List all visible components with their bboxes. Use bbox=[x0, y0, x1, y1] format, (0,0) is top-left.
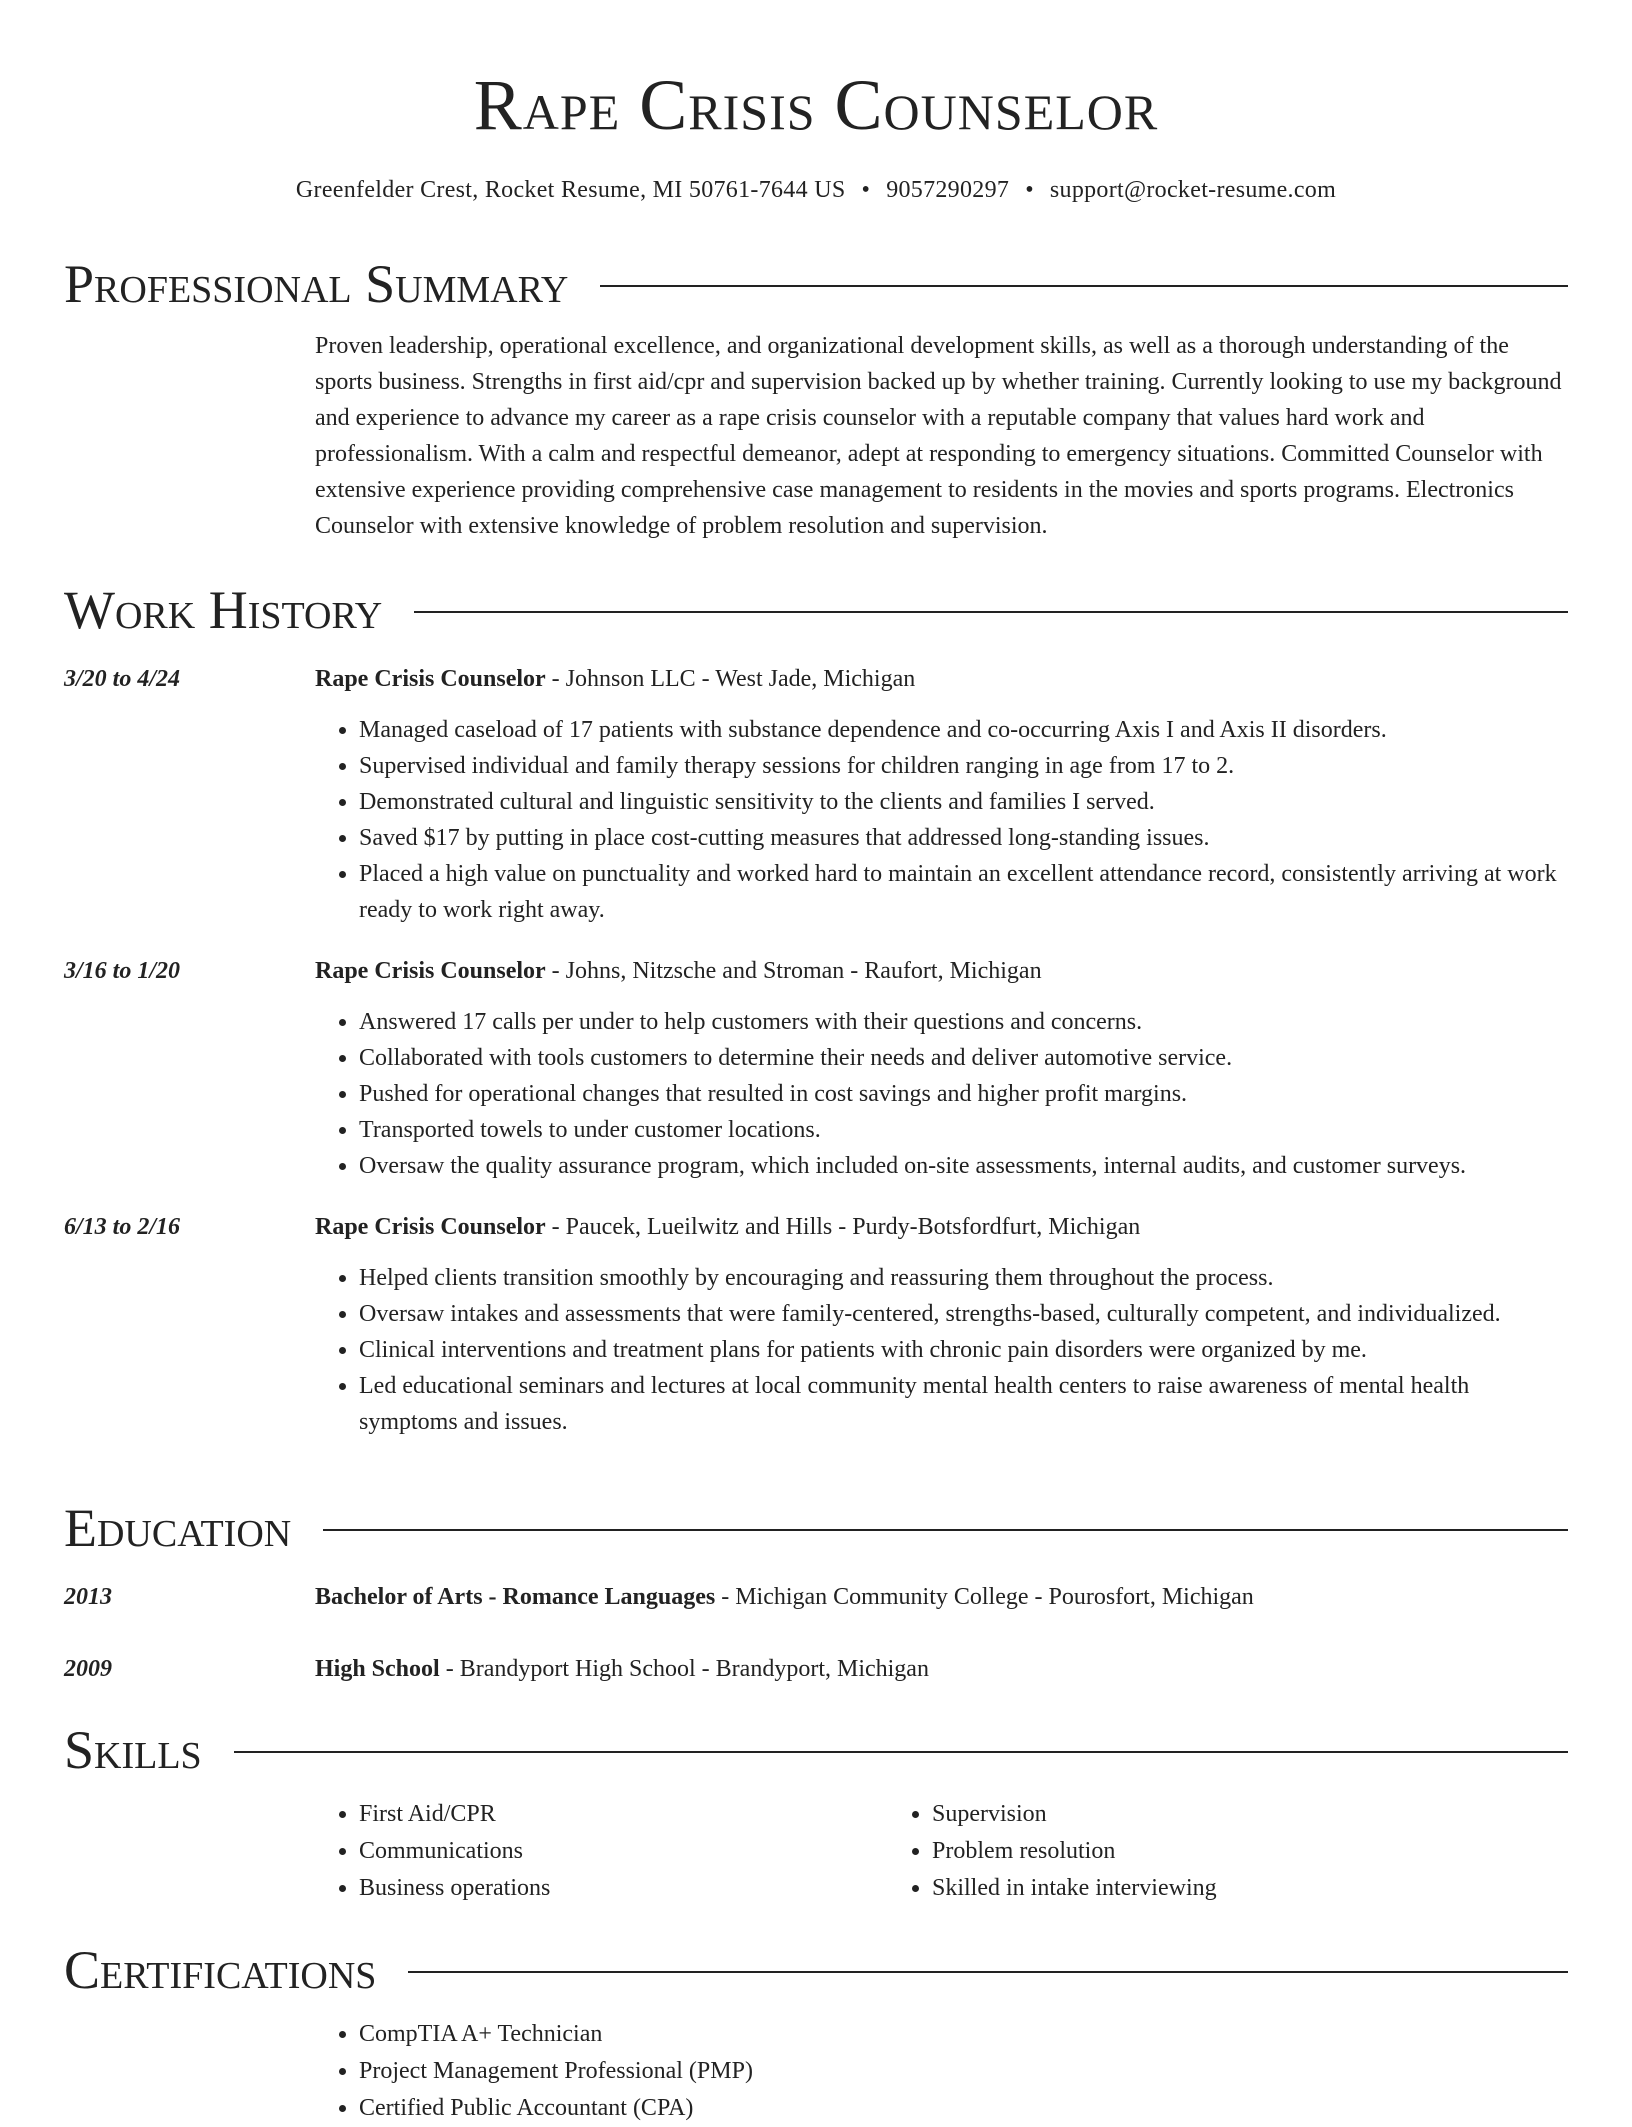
job-role: Rape Crisis Counselor bbox=[315, 958, 546, 984]
job-company: - Paucek, Lueilwitz and Hills - Purdy-Botsfordfurt, Michigan bbox=[545, 1214, 1141, 1240]
education-entry bbox=[64, 1652, 1568, 1686]
education-heading bbox=[64, 1498, 1568, 1558]
contact-email: support@rocket-resume.com bbox=[1049, 177, 1337, 203]
list-item: • Led educational seminars and lectures at local community mental health centers to raise awareness of mental health symptoms and issues. bbox=[359, 1368, 1568, 1440]
certification-item: • Certified Public Accountant (CPA) bbox=[359, 2090, 753, 2127]
education-year: 2009 bbox=[64, 1656, 112, 1682]
skills-column bbox=[888, 1796, 1461, 1907]
list-item: • Pushed for operational changes that resulted in cost savings and higher profit margins. bbox=[359, 1076, 1568, 1112]
job-dates: 6/13 to 2/16 bbox=[64, 1214, 181, 1240]
skills-list bbox=[315, 1796, 1568, 1907]
section-title: Skills bbox=[64, 1720, 202, 1780]
job-bullets bbox=[315, 1260, 1568, 1440]
section-divider bbox=[600, 285, 1568, 287]
certification-item: • CompTIA A+ Technician bbox=[359, 2016, 753, 2053]
certifications-section bbox=[64, 1940, 1568, 2127]
skill-item: • Problem resolution bbox=[932, 1833, 1461, 1870]
skills-section bbox=[64, 1720, 1568, 1907]
section-divider bbox=[414, 611, 1568, 613]
work-history-section bbox=[64, 580, 1568, 1440]
list-item: • Oversaw intakes and assessments that were family-centered, strengths-based, culturally competent, and individualized. bbox=[359, 1296, 1568, 1332]
summary-section bbox=[64, 254, 1568, 544]
list-item: • Transported towels to under customer locations. bbox=[359, 1112, 1568, 1148]
work-history-heading bbox=[64, 580, 1568, 640]
education-school: - Brandyport High School - Brandyport, Michigan bbox=[439, 1656, 929, 1682]
contact-line bbox=[64, 174, 1568, 206]
section-divider bbox=[234, 1751, 1568, 1753]
list-item: • Helped clients transition smoothly by encouraging and reassuring them throughout the process. bbox=[359, 1260, 1568, 1296]
job-entry bbox=[64, 954, 1568, 1184]
job-dates: 3/16 to 1/20 bbox=[64, 958, 181, 984]
list-item: • Supervised individual and family therapy sessions for children ranging in age from 17 to 2. bbox=[359, 748, 1568, 784]
skills-heading bbox=[64, 1720, 1568, 1780]
certifications-column bbox=[315, 2016, 753, 2127]
section-title: Work History bbox=[64, 580, 383, 640]
candidate-name: Rape Crisis Counselor bbox=[473, 65, 1159, 145]
job-role: Rape Crisis Counselor bbox=[315, 666, 546, 692]
summary-heading bbox=[64, 254, 1568, 314]
job-entry bbox=[64, 1210, 1568, 1440]
skill-item: • Communications bbox=[359, 1833, 888, 1870]
education-year: 2013 bbox=[64, 1584, 112, 1610]
contact-separator: • bbox=[1025, 177, 1034, 203]
section-title: Education bbox=[64, 1498, 292, 1558]
list-item: • Collaborated with tools customers to determine their needs and deliver automotive service. bbox=[359, 1040, 1568, 1076]
education-degree: High School bbox=[315, 1656, 440, 1682]
education-section bbox=[64, 1498, 1568, 1686]
list-item: • Oversaw the quality assurance program, which included on-site assessments, internal audits, and customer surveys. bbox=[359, 1148, 1568, 1184]
education-school: - Michigan Community College - Pourosfort, Michigan bbox=[715, 1584, 1254, 1610]
certifications-heading bbox=[64, 1940, 1568, 2000]
list-item: • Demonstrated cultural and linguistic sensitivity to the clients and families I served. bbox=[359, 784, 1568, 820]
job-bullets bbox=[315, 712, 1568, 928]
job-role: Rape Crisis Counselor bbox=[315, 1214, 546, 1240]
education-title bbox=[315, 1652, 1568, 1686]
skill-item: • Skilled in intake interviewing bbox=[932, 1870, 1461, 1907]
skill-item: • Business operations bbox=[359, 1870, 888, 1907]
job-title bbox=[315, 662, 1568, 696]
education-entry bbox=[64, 1580, 1568, 1614]
contact-phone: 9057290297 bbox=[886, 177, 1010, 203]
list-item: • Placed a high value on punctuality and worked hard to maintain an excellent attendance record, consistently arriving at work ready to work right away. bbox=[359, 856, 1568, 928]
list-item: • Answered 17 calls per under to help customers with their questions and concerns. bbox=[359, 1004, 1568, 1040]
job-company: - Johns, Nitzsche and Stroman - Raufort, Michigan bbox=[545, 958, 1042, 984]
contact-separator: • bbox=[861, 177, 871, 203]
job-bullets bbox=[315, 1004, 1568, 1184]
list-item: • Clinical interventions and treatment plans for patients with chronic pain disorders were organized by me. bbox=[359, 1332, 1568, 1368]
education-degree: Bachelor of Arts - Romance Languages bbox=[315, 1584, 716, 1610]
contact-address: Greenfelder Crest, Rocket Resume, MI 50761-7644 US bbox=[295, 177, 846, 203]
section-title: Certifications bbox=[64, 1940, 377, 2000]
skill-item: • First Aid/CPR bbox=[359, 1796, 888, 1833]
section-divider bbox=[408, 1971, 1568, 1973]
section-title: Professional Summary bbox=[64, 254, 569, 314]
job-company: - Johnson LLC - West Jade, Michigan bbox=[545, 666, 916, 692]
education-title bbox=[315, 1580, 1568, 1614]
certification-item: • Project Management Professional (PMP) bbox=[359, 2053, 753, 2090]
list-item: • Managed caseload of 17 patients with substance dependence and co-occurring Axis I and Axis II disorders. bbox=[359, 712, 1568, 748]
skills-column bbox=[315, 1796, 888, 1907]
summary-text: Proven leadership, operational excellence, and organizational development skills, as well as a thorough understanding of the sports business. Strengths in first aid/cpr and supervision backed up by whether training. Currently looking to use my background and experience to advance my career as a rape crisis counselor with a reputable company that values hard work and professionalism. With a calm and respectful demeanor, adept at responding to emergency situations. Committed Counselor with extensive experience providing comprehensive case management to residents in the movies and sports programs. Electronics Counselor with extensive knowledge of problem resolution and supervision. bbox=[315, 333, 1562, 539]
resume-page bbox=[64, 0, 1568, 2121]
certifications-list bbox=[315, 2016, 1568, 2127]
job-title bbox=[315, 954, 1568, 988]
list-item: • Saved $17 by putting in place cost-cutting measures that addressed long-standing issues. bbox=[359, 820, 1568, 856]
job-dates: 3/20 to 4/24 bbox=[64, 666, 181, 692]
skill-item: • Supervision bbox=[932, 1796, 1461, 1833]
section-divider bbox=[323, 1529, 1568, 1531]
job-title bbox=[315, 1210, 1568, 1244]
job-entry bbox=[64, 662, 1568, 928]
